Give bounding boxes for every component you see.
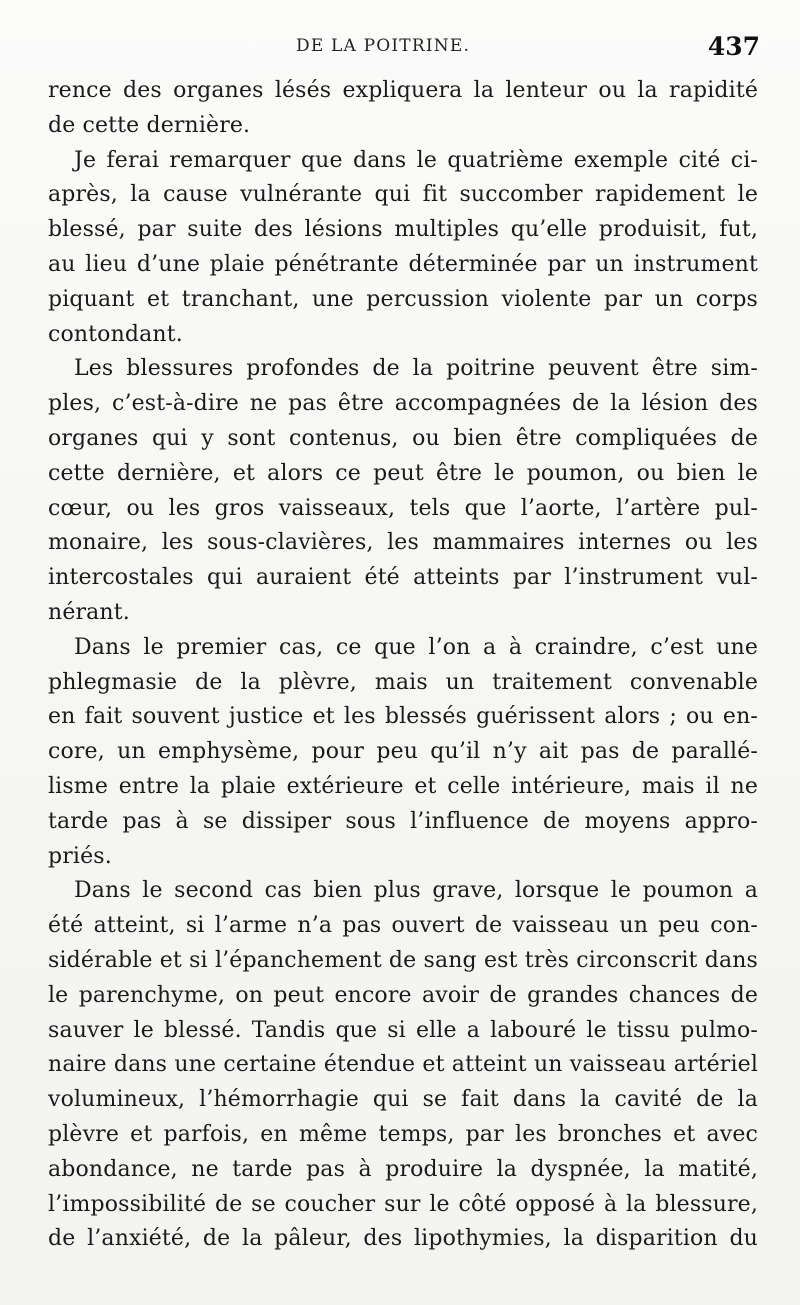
text-line: naire dans une certaine étendue et atteint un vaisseau artériel bbox=[48, 1052, 758, 1078]
text-line: phlegmasie de la plèvre, mais un traitement convenable bbox=[48, 669, 758, 695]
text-line: sauver le blessé. Tandis que si elle a labouré le tissu pulmo- bbox=[48, 1017, 758, 1043]
page-number: 437 bbox=[707, 32, 760, 61]
text-line: organes qui y sont contenus, ou bien être compliquées de bbox=[48, 425, 758, 451]
text-line: de l’anxiété, de la pâleur, des lipothymies, la disparition du bbox=[48, 1226, 758, 1252]
text-line: en fait souvent justice et les blessés guérissent alors ; ou en- bbox=[48, 704, 758, 730]
text-line: ples, c’est-à-dire ne pas être accompagnées de la lésion des bbox=[48, 391, 758, 417]
text-line: Dans le second cas bien plus grave, lorsque le poumon a bbox=[74, 878, 758, 904]
text-line: contondant. bbox=[48, 321, 183, 347]
running-header bbox=[0, 30, 800, 66]
text-line: tarde pas à se dissiper sous l’influence de moyens appro- bbox=[48, 808, 758, 834]
text-line: Je ferai remarquer que dans le quatrième exemple cité ci- bbox=[74, 147, 758, 173]
text-line: plèvre et parfois, en même temps, par les bronches et avec bbox=[48, 1121, 758, 1147]
text-line: core, un emphysème, pour peu qu’il n’y ait pas de parallé- bbox=[48, 739, 758, 765]
text-line: le parenchyme, on peut encore avoir de grandes chances de bbox=[48, 982, 758, 1008]
text-line: abondance, ne tarde pas à produire la dyspnée, la matité, bbox=[48, 1156, 758, 1182]
text-line: l’impossibilité de se coucher sur le côté opposé à la blessure, bbox=[48, 1191, 758, 1217]
text-line: de cette dernière. bbox=[48, 112, 251, 138]
text-line: monaire, les sous-clavières, les mammaires internes ou les bbox=[48, 530, 758, 556]
text-line: nérant. bbox=[48, 599, 130, 625]
text-line: cette dernière, et alors ce peut être le poumon, ou bien le bbox=[48, 460, 758, 486]
text-line: rence des organes lésés expliquera la lenteur ou la rapidité bbox=[48, 78, 758, 103]
text-line: au lieu d’une plaie pénétrante déterminée par un instrument bbox=[48, 251, 758, 277]
text-line: piquant et tranchant, une percussion violente par un corps bbox=[48, 286, 758, 312]
text-line: volumineux, l’hémorrhagie qui se fait dans la cavité de la bbox=[48, 1087, 758, 1113]
text-line: priés. bbox=[48, 843, 112, 869]
text-line: lisme entre la plaie extérieure et celle intérieure, mais il ne bbox=[48, 773, 758, 799]
body-text bbox=[48, 74, 758, 1257]
text-line: Dans le premier cas, ce que l’on a à craindre, c’est une bbox=[74, 634, 758, 660]
text-line: blessé, par suite des lésions multiples qu’elle produisit, fut, bbox=[48, 217, 758, 243]
text-line: été atteint, si l’arme n’a pas ouvert de vaisseau un peu con- bbox=[48, 913, 758, 939]
running-title: DE LA POITRINE. bbox=[296, 36, 471, 56]
text-line: cœur, ou les gros vaisseaux, tels que l’aorte, l’artère pul- bbox=[48, 495, 758, 521]
text-line: après, la cause vulnérante qui fit succomber rapidement le bbox=[48, 182, 758, 208]
text-line: Les blessures profondes de la poitrine peuvent être sim- bbox=[74, 356, 758, 382]
text-line: sidérable et si l’épanchement de sang est très circonscrit dans bbox=[48, 947, 758, 973]
text-line: intercostales qui auraient été atteints par l’instrument vul- bbox=[48, 565, 758, 591]
